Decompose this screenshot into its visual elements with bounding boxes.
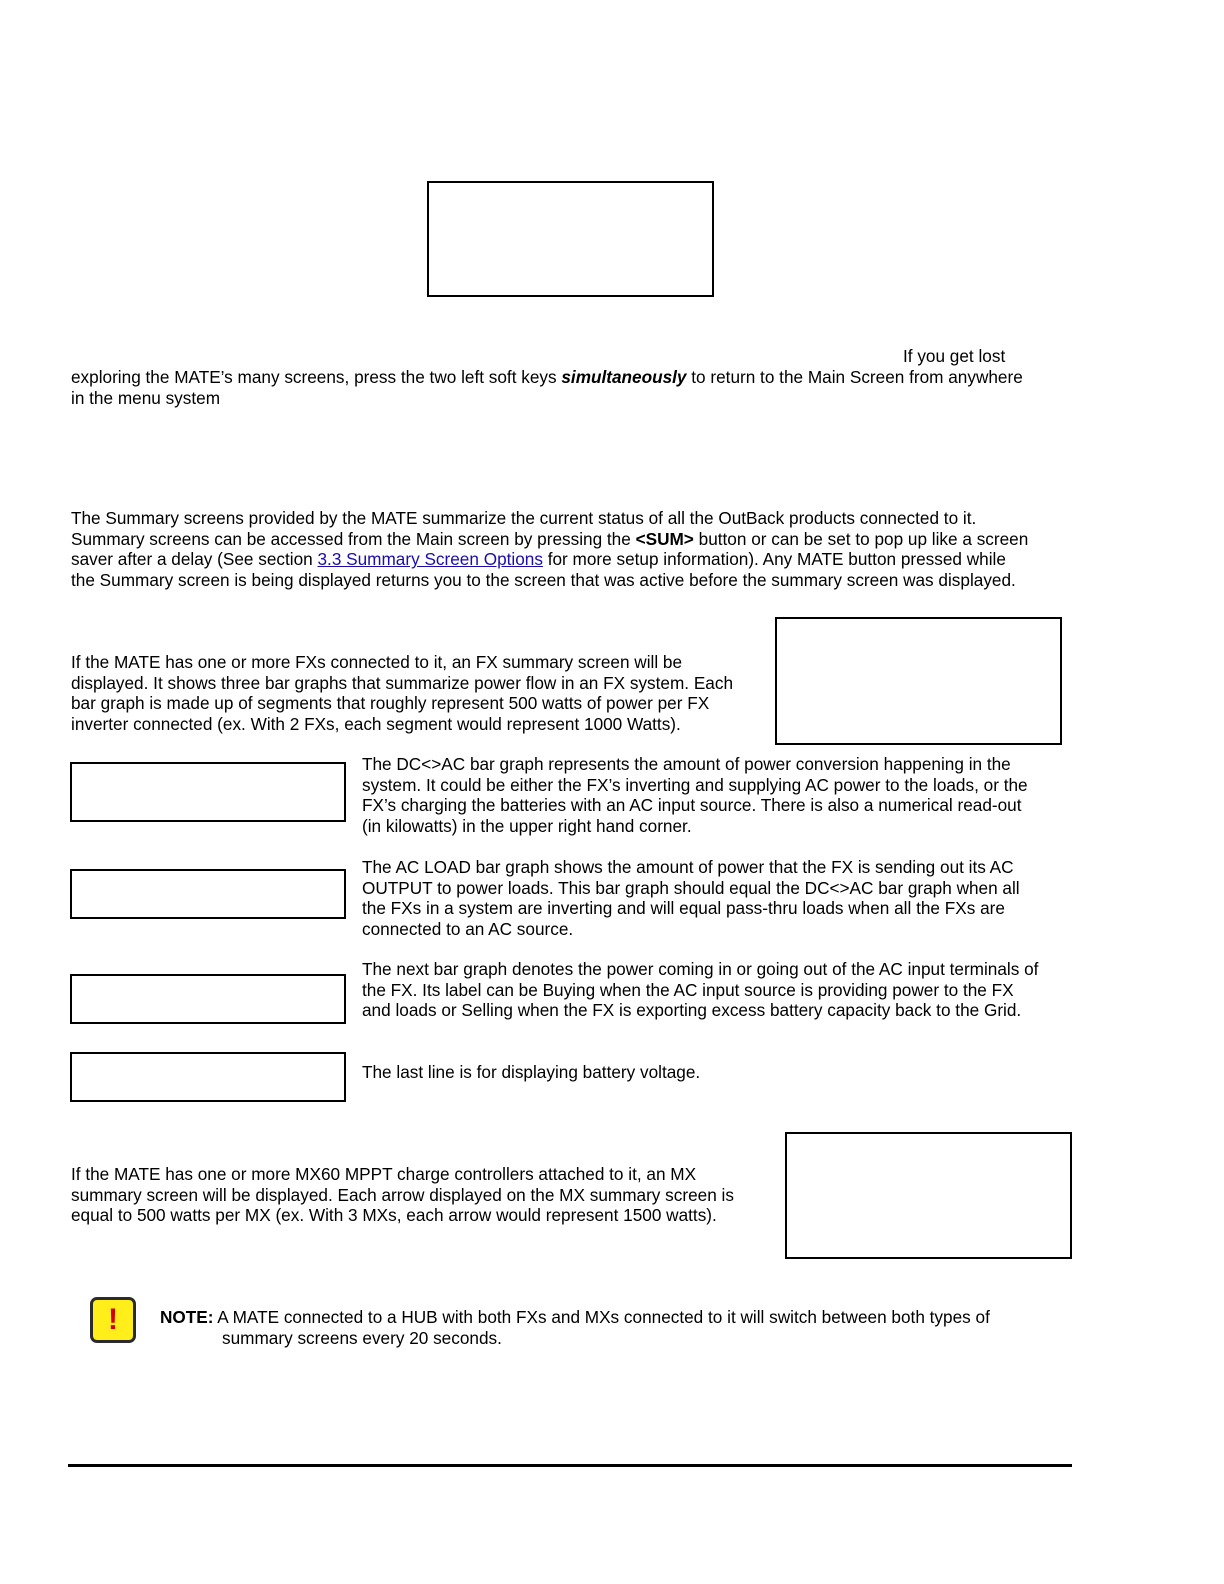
acinput-line: and loads or Selling when the FX is exporting excess battery capacity back to the Grid. xyxy=(362,1000,1022,1021)
mx-summary-line: summary screen will be displayed. Each arrow displayed on the MX summary screen is xyxy=(71,1184,734,1205)
summary-paragraph xyxy=(71,508,1028,590)
summary-line-3: saver after a delay (See section 3.3 Summary Screen Options for more setup information). Any MATE button pressed while xyxy=(71,549,1006,570)
summary-line-1: The Summary screens provided by the MATE summarize the current status of all the OutBack products connected to it. xyxy=(71,508,977,528)
mx-summary-screen-image-frame xyxy=(785,1132,1072,1259)
note-label: NOTE: xyxy=(160,1307,214,1327)
fx-summary-line: bar graph is made up of segments that roughly represent 500 watts of power per FX xyxy=(71,693,710,714)
mx-summary-paragraph xyxy=(71,1164,734,1226)
acload-paragraph xyxy=(362,857,1020,939)
mx-summary-line: If the MATE has one or more MX60 MPPT charge controllers attached to it, an MX xyxy=(71,1164,697,1184)
fx-summary-paragraph xyxy=(71,652,733,734)
fx-summary-line: displayed. It shows three bar graphs that summarize power flow in an FX system. Each xyxy=(71,672,734,693)
acload-bar-image-frame xyxy=(70,869,346,919)
dcac-line: The DC<>AC bar graph represents the amount of power conversion happening in the xyxy=(362,754,1011,774)
dcac-bar-image-frame xyxy=(70,762,346,822)
sum-button-label: <SUM> xyxy=(635,528,694,549)
lost-text-line3: in the menu system xyxy=(71,388,221,408)
dcac-paragraph xyxy=(362,754,1028,836)
fx-summary-line: inverter connected (ex. With 2 FXs, each segment would represent 1000 Watts). xyxy=(71,713,681,734)
dcac-line: (in kilowatts) in the upper right hand corner. xyxy=(362,815,692,836)
acinput-bar-image-frame xyxy=(70,974,346,1024)
acload-line: the FXs in a system are inverting and will equal pass-thru loads when all the FXs are xyxy=(362,898,1005,919)
acload-line: OUTPUT to power loads. This bar graph should equal the DC<>AC bar graph when all xyxy=(362,877,1020,898)
mx-summary-line: equal to 500 watts per MX (ex. With 3 MXs, each arrow would represent 1500 watts). xyxy=(71,1205,717,1226)
battery-paragraph: The last line is for displaying battery voltage. xyxy=(362,1062,701,1082)
fx-summary-screen-image-frame xyxy=(775,617,1062,745)
lost-text-start: If you get lost xyxy=(903,346,1006,366)
note-line-2: summary screens every 20 seconds. xyxy=(222,1327,502,1348)
lost-text-line1 xyxy=(903,346,1005,367)
acinput-paragraph xyxy=(362,959,1038,1021)
fx-summary-line: If the MATE has one or more FXs connected to it, an FX summary screen will be xyxy=(71,652,683,672)
summary-screen-options-link[interactable]: 3.3 Summary Screen Options xyxy=(317,549,543,570)
acinput-line: The next bar graph denotes the power coming in or going out of the AC input terminals of xyxy=(362,959,1039,979)
simultaneously-emphasis: simultaneously xyxy=(561,367,687,387)
dcac-line: system. It could be either the FX’s inverting and supplying AC power to the loads, or the xyxy=(362,774,1028,795)
note-line-1: NOTE: A MATE connected to a HUB with both FXs and MXs connected to it will switch between both types of xyxy=(160,1307,990,1327)
summary-line-2: Summary screens can be accessed from the Main screen by pressing the <SUM> button or can be set to pop up like a screen xyxy=(71,528,1029,549)
main-screen-image-frame xyxy=(427,181,714,297)
acinput-line: the FX. Its label can be Buying when the AC input source is providing power to the FX xyxy=(362,979,1014,1000)
battery-line-image-frame xyxy=(70,1052,346,1102)
warning-icon: ! xyxy=(90,1297,136,1343)
dcac-line: FX’s charging the batteries with an AC input source. There is also a numerical read-out xyxy=(362,795,1022,816)
summary-line-4: the Summary screen is being displayed returns you to the screen that was active before the summary screen was displayed. xyxy=(71,569,1016,590)
footer-rule xyxy=(68,1464,1072,1467)
acload-line: The AC LOAD bar graph shows the amount of power that the FX is sending out its AC xyxy=(362,857,1014,877)
acload-line: connected to an AC source. xyxy=(362,918,574,939)
note-block xyxy=(160,1307,990,1348)
lost-text-line2: exploring the MATE’s many screens, press the two left soft keys simultaneously to return to the Main Screen from anywhere xyxy=(71,367,1023,387)
